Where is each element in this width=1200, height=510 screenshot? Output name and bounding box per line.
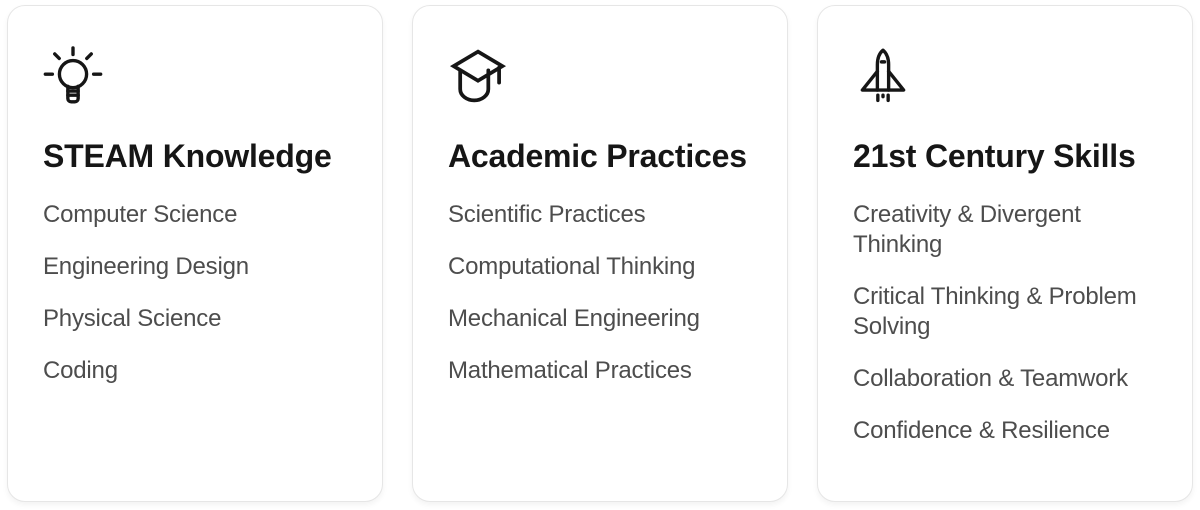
card-item-list [853, 200, 1157, 446]
card-steam-knowledge [7, 5, 383, 502]
list-item: Critical Thinking & Problem Solving [853, 283, 1137, 340]
list-item: Physical Science [43, 305, 222, 332]
list-item: Creativity & Divergent Thinking [853, 201, 1081, 258]
cards-row [7, 5, 1193, 502]
card-21st-century-skills [817, 5, 1193, 502]
card-title: STEAM Knowledge [43, 138, 332, 174]
rocket-icon [853, 46, 913, 106]
list-item: Mechanical Engineering [448, 305, 700, 332]
list-item: Computational Thinking [448, 253, 696, 280]
card-title: Academic Practices [448, 138, 747, 174]
list-item: Mathematical Practices [448, 357, 692, 384]
list-item: Computer Science [43, 201, 238, 228]
list-item: Scientific Practices [448, 201, 646, 228]
list-item: Confidence & Resilience [853, 417, 1110, 444]
list-item: Engineering Design [43, 253, 249, 280]
card-item-list [43, 200, 347, 386]
list-item: Coding [43, 357, 118, 384]
list-item: Collaboration & Teamwork [853, 365, 1128, 392]
card-item-list [448, 200, 752, 386]
lightbulb-icon [43, 46, 103, 106]
card-title: 21st Century Skills [853, 138, 1136, 174]
graduation-cap-icon [448, 46, 508, 106]
card-academic-practices [412, 5, 788, 502]
